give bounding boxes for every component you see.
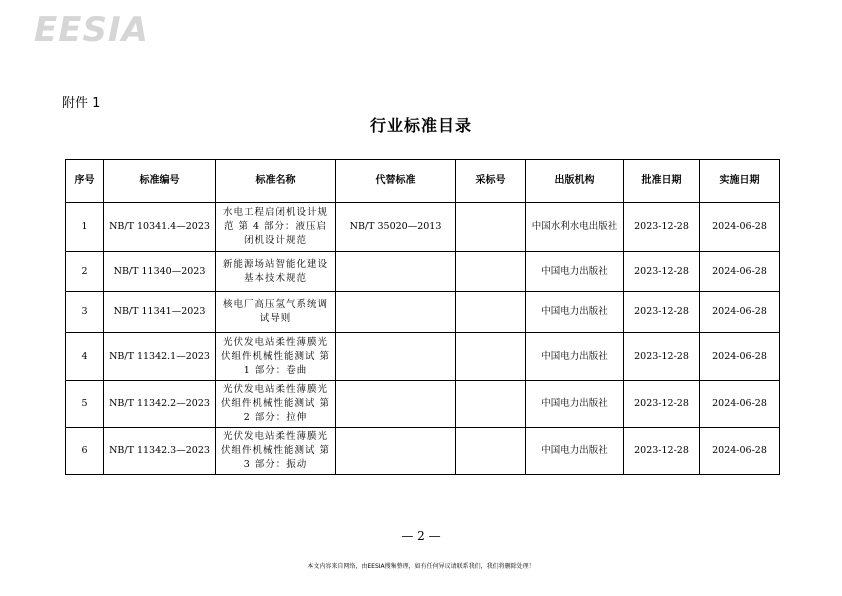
cell-adopted [456,381,526,428]
cell-approved: 2023-12-28 [624,428,700,475]
cell-publisher: 中国电力出版社 [526,292,624,333]
eesia-logo: EESIA [34,10,149,50]
cell-effective: 2024-06-28 [700,333,780,381]
cell-effective: 2024-06-28 [700,292,780,333]
table-row [66,203,780,252]
cell-effective: 2024-06-28 [700,381,780,428]
document-title: 行业标准目录 [369,116,472,135]
cell-approved: 2023-12-28 [624,203,700,252]
header-replaces: 代替标准 [336,160,456,203]
cell-code: NB/T 11342.1—2023 [104,333,216,381]
page-number: — 2 — [401,529,441,543]
cell-approved: 2023-12-28 [624,292,700,333]
footer-note: 本文内容来自网络，由EESIA搜集整理，如有任何异议请联系我们，我们将删除处理！ [307,563,535,570]
header-name: 标准名称 [216,160,336,203]
header-effective: 实施日期 [700,160,780,203]
header-seq: 序号 [66,160,104,203]
cell-approved: 2023-12-28 [624,252,700,292]
header-adopted: 采标号 [456,160,526,203]
cell-seq: 5 [66,381,104,428]
cell-adopted [456,292,526,333]
cell-effective: 2024-06-28 [700,428,780,475]
attachment-label: 附件 1 [62,96,101,111]
cell-code: NB/T 11342.3—2023 [104,428,216,475]
cell-publisher: 中国电力出版社 [526,252,624,292]
cell-code: NB/T 10341.4—2023 [104,203,216,252]
cell-seq: 3 [66,292,104,333]
table-row [66,381,780,428]
cell-replaces [336,428,456,475]
table-row [66,292,780,333]
cell-code: NB/T 11341—2023 [104,292,216,333]
cell-effective: 2024-06-28 [700,203,780,252]
cell-name: 新能源场站智能化建设基本技术规范 [216,252,336,292]
cell-adopted [456,252,526,292]
cell-replaces: NB/T 35020—2013 [336,203,456,252]
cell-adopted [456,333,526,381]
cell-publisher: 中国电力出版社 [526,333,624,381]
cell-publisher: 中国水利水电出版社 [526,203,624,252]
cell-seq: 2 [66,252,104,292]
cell-code: NB/T 11340—2023 [104,252,216,292]
cell-publisher: 中国电力出版社 [526,428,624,475]
cell-replaces [336,381,456,428]
cell-replaces [336,252,456,292]
cell-code: NB/T 11342.2—2023 [104,381,216,428]
table-row [66,252,780,292]
table-header-row [66,160,780,203]
cell-name: 水电工程启闭机设计规范 第 4 部分：液压启闭机设计规范 [216,203,336,252]
cell-approved: 2023-12-28 [624,381,700,428]
header-publisher: 出版机构 [526,160,624,203]
cell-adopted [456,428,526,475]
cell-name: 核电厂高压氢气系统调试导则 [216,292,336,333]
cell-name: 光伏发电站柔性薄膜光伏组件机械性能测试 第 2 部分：拉伸 [216,381,336,428]
cell-replaces [336,333,456,381]
cell-name: 光伏发电站柔性薄膜光伏组件机械性能测试 第 3 部分：振动 [216,428,336,475]
cell-seq: 6 [66,428,104,475]
cell-seq: 1 [66,203,104,252]
cell-name: 光伏发电站柔性薄膜光伏组件机械性能测试 第 1 部分：卷曲 [216,333,336,381]
table-row [66,333,780,381]
cell-publisher: 中国电力出版社 [526,381,624,428]
cell-seq: 4 [66,333,104,381]
header-approved: 批准日期 [624,160,700,203]
cell-approved: 2023-12-28 [624,333,700,381]
header-code: 标准编号 [104,160,216,203]
cell-effective: 2024-06-28 [700,252,780,292]
table-row [66,428,780,475]
cell-adopted [456,203,526,252]
standards-table [65,159,780,475]
cell-replaces [336,292,456,333]
